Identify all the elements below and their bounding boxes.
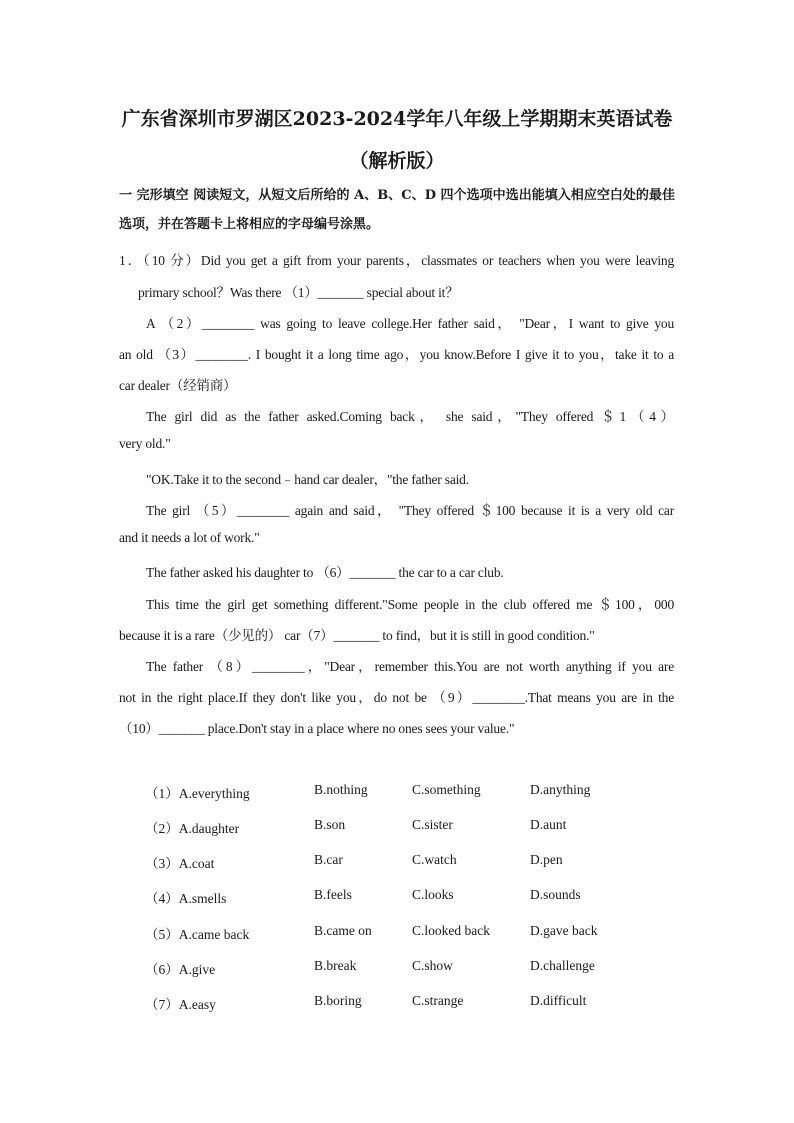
option-d: D.difficult	[530, 993, 587, 1008]
option-a: （4）A.smells	[145, 891, 227, 906]
passage-line: very old."	[119, 436, 171, 451]
option-a: （5）A.came back	[145, 927, 250, 942]
passage-line: "OK.Take it to the second﹣hand car dealer，"the father said.	[146, 472, 469, 487]
option-d: D.pen	[530, 852, 563, 867]
passage-line: not in the right place.If they don't like you，do not be （9）________.That means you are in the	[119, 690, 674, 705]
passage-line: The father asked his daughter to （6）_______ the car to a car club.	[146, 565, 504, 580]
option-b: B.nothing	[314, 782, 368, 797]
passage-line: primary school？Was there （1）_______ special about it？	[138, 285, 459, 300]
passage-line: because it is a rare（少见的） car（7）_______ to find，but it is still in good condition."	[119, 628, 595, 643]
option-d: D.gave back	[530, 923, 598, 938]
passage-line: The father （8）________，"Dear，remember this.You are not worth anything if you are	[146, 659, 674, 674]
option-b: B.son	[314, 817, 346, 832]
passage-line: A （2）________ was going to leave college.Her father said， "Dear，I want to give you	[146, 316, 674, 331]
section-heading: 一 完形填空 阅读短文，从短文后所给的 A、B、C、D 四个选项中选出能填入相应空白处的最佳选项，并在答题卡上将相应的字母编号涂黑。	[119, 188, 675, 232]
option-c: C.something	[412, 782, 481, 797]
passage-line: an old （3）________. I bought it a long time ago，you know.Before I give it to you，take it to a	[119, 347, 674, 362]
option-a: （7）A.easy	[145, 997, 216, 1012]
option-a: （6）A.give	[145, 962, 216, 977]
option-b: B.feels	[314, 887, 352, 902]
option-a: （1）A.everything	[145, 786, 250, 801]
option-a: （3）A.coat	[145, 856, 215, 871]
passage-line: The girl did as the father asked.Coming back， she said，"They offered ＄1（4）	[146, 409, 674, 424]
option-c: C.watch	[412, 852, 457, 867]
passage-line: The girl （5）________ again and said， "They offered ＄100 because it is a very old car	[146, 503, 674, 518]
option-c: C.show	[412, 958, 453, 973]
option-b: B.break	[314, 958, 357, 973]
passage-line: and it needs a lot of work."	[119, 530, 260, 545]
passage-line: car dealer（经销商）	[119, 378, 237, 393]
option-d: D.aunt	[530, 817, 567, 832]
page-subtitle: （解析版）	[349, 150, 445, 172]
option-c: C.strange	[412, 993, 464, 1008]
option-c: C.looks	[412, 887, 454, 902]
passage-line: This time the girl get something different."Some people in the club offered me ＄100，000	[146, 597, 674, 612]
option-d: D.sounds	[530, 887, 581, 902]
option-b: B.car	[314, 852, 343, 867]
option-a: （2）A.daughter	[145, 821, 240, 836]
option-c: C.looked back	[412, 923, 490, 938]
option-c: C.sister	[412, 817, 453, 832]
option-b: B.boring	[314, 993, 362, 1008]
passage-line: （10）_______ place.Don't stay in a place where no ones sees your value."	[119, 721, 515, 736]
option-d: D.challenge	[530, 958, 595, 973]
passage-line: 1．（10 分）Did you get a gift from your parents，classmates or teachers when you were leaving	[119, 253, 674, 268]
option-b: B.came on	[314, 923, 372, 938]
page-title: 广东省深圳市罗湖区2023-2024学年八年级上学期期末英语试卷	[121, 108, 673, 130]
option-d: D.anything	[530, 782, 591, 797]
